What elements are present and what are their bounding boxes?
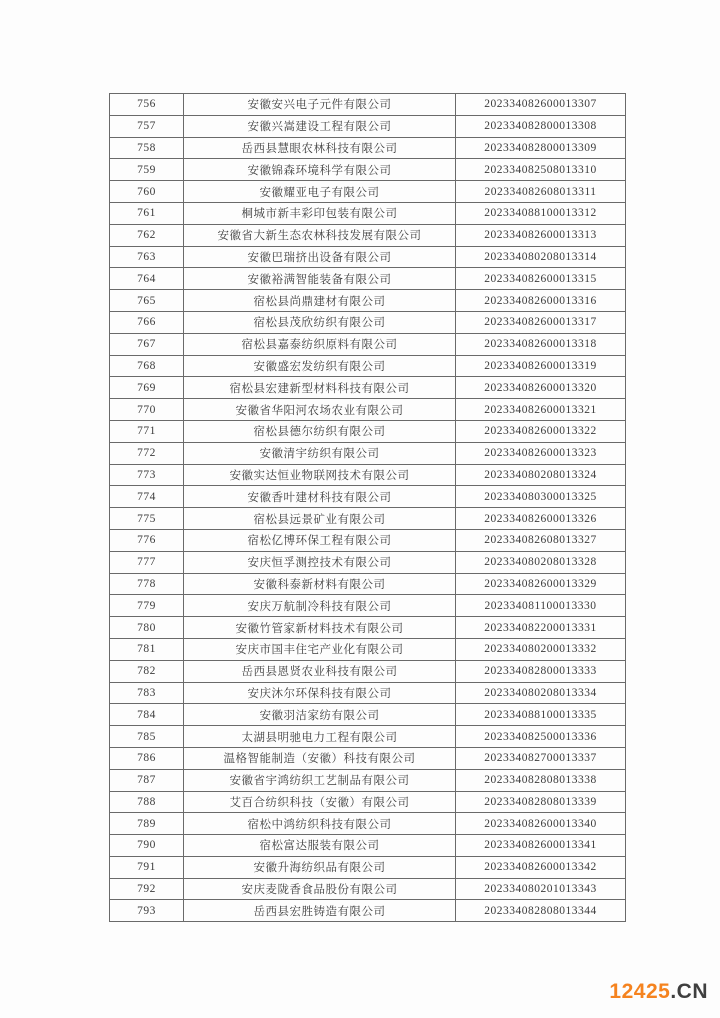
table-row bbox=[110, 399, 626, 421]
table-row bbox=[110, 290, 626, 312]
serial-number-cell: 777 bbox=[110, 551, 184, 573]
table-row bbox=[110, 333, 626, 355]
table-row bbox=[110, 377, 626, 399]
table-row bbox=[110, 224, 626, 246]
table-row bbox=[110, 486, 626, 508]
company-name-cell: 安徽安兴电子元件有限公司 bbox=[184, 94, 456, 116]
serial-number-cell: 772 bbox=[110, 442, 184, 464]
table-row bbox=[110, 856, 626, 878]
serial-number-cell: 778 bbox=[110, 573, 184, 595]
company-name-cell: 安徽耀亚电子有限公司 bbox=[184, 181, 456, 203]
company-name-cell: 安徽盛宏发纺织有限公司 bbox=[184, 355, 456, 377]
serial-number-cell: 770 bbox=[110, 399, 184, 421]
table-row bbox=[110, 442, 626, 464]
registration-code-cell: 202334081100013330 bbox=[456, 595, 626, 617]
table-row bbox=[110, 726, 626, 748]
company-name-cell: 安徽省大新生态农林科技发展有限公司 bbox=[184, 224, 456, 246]
serial-number-cell: 793 bbox=[110, 900, 184, 922]
company-name-cell: 安徽清宇纺织有限公司 bbox=[184, 442, 456, 464]
registration-code-cell: 202334082600013307 bbox=[456, 94, 626, 116]
registration-code-cell: 202334082600013321 bbox=[456, 399, 626, 421]
table-row bbox=[110, 355, 626, 377]
registration-code-cell: 202334082600013318 bbox=[456, 333, 626, 355]
company-name-cell: 艾百合纺织科技（安徽）有限公司 bbox=[184, 791, 456, 813]
registration-code-cell: 202334082600013340 bbox=[456, 813, 626, 835]
company-name-cell: 宿松县宏建新型材料科技有限公司 bbox=[184, 377, 456, 399]
table-row bbox=[110, 638, 626, 660]
company-registration-table bbox=[109, 93, 626, 922]
serial-number-cell: 780 bbox=[110, 617, 184, 639]
company-name-cell: 安庆市国丰住宅产业化有限公司 bbox=[184, 638, 456, 660]
company-name-cell: 宿松亿博环保工程有限公司 bbox=[184, 529, 456, 551]
table-row bbox=[110, 900, 626, 922]
registration-code-cell: 202334082600013313 bbox=[456, 224, 626, 246]
site-watermark-logo bbox=[609, 980, 708, 1004]
table-row bbox=[110, 115, 626, 137]
company-name-cell: 宿松县嘉泰纺织原料有限公司 bbox=[184, 333, 456, 355]
registration-code-cell: 202334082600013316 bbox=[456, 290, 626, 312]
company-name-cell: 安徽兴嵩建设工程有限公司 bbox=[184, 115, 456, 137]
company-name-cell: 安徽裕满智能装备有限公司 bbox=[184, 268, 456, 290]
serial-number-cell: 758 bbox=[110, 137, 184, 159]
registration-code-cell: 202334082800013333 bbox=[456, 660, 626, 682]
company-name-cell: 宿松县远景矿业有限公司 bbox=[184, 508, 456, 530]
registration-code-cell: 202334082600013315 bbox=[456, 268, 626, 290]
serial-number-cell: 764 bbox=[110, 268, 184, 290]
serial-number-cell: 768 bbox=[110, 355, 184, 377]
registration-code-cell: 202334080208013324 bbox=[456, 464, 626, 486]
table-row bbox=[110, 791, 626, 813]
serial-number-cell: 765 bbox=[110, 290, 184, 312]
serial-number-cell: 756 bbox=[110, 94, 184, 116]
registration-code-cell: 202334082600013317 bbox=[456, 311, 626, 333]
serial-number-cell: 773 bbox=[110, 464, 184, 486]
table-row bbox=[110, 704, 626, 726]
company-name-cell: 宿松中鸿纺织科技有限公司 bbox=[184, 813, 456, 835]
table-row bbox=[110, 420, 626, 442]
serial-number-cell: 762 bbox=[110, 224, 184, 246]
table-row bbox=[110, 617, 626, 639]
serial-number-cell: 792 bbox=[110, 878, 184, 900]
registration-code-cell: 202334082500013336 bbox=[456, 726, 626, 748]
serial-number-cell: 761 bbox=[110, 202, 184, 224]
company-name-cell: 岳西县恩贤农业科技有限公司 bbox=[184, 660, 456, 682]
table-row bbox=[110, 137, 626, 159]
logo-domain-suffix: .CN bbox=[670, 980, 708, 1003]
table-row bbox=[110, 464, 626, 486]
table-row bbox=[110, 682, 626, 704]
registration-code-cell: 202334082808013338 bbox=[456, 769, 626, 791]
table-row bbox=[110, 268, 626, 290]
registration-code-cell: 202334082600013322 bbox=[456, 420, 626, 442]
company-name-cell: 安徽省宇鸿纺织工艺制品有限公司 bbox=[184, 769, 456, 791]
company-name-cell: 宿松县德尔纺织有限公司 bbox=[184, 420, 456, 442]
serial-number-cell: 786 bbox=[110, 747, 184, 769]
registration-code-cell: 202334082608013327 bbox=[456, 529, 626, 551]
table-row bbox=[110, 747, 626, 769]
table-row bbox=[110, 508, 626, 530]
serial-number-cell: 787 bbox=[110, 769, 184, 791]
serial-number-cell: 779 bbox=[110, 595, 184, 617]
company-name-cell: 岳西县宏胜铸造有限公司 bbox=[184, 900, 456, 922]
serial-number-cell: 788 bbox=[110, 791, 184, 813]
table-row bbox=[110, 813, 626, 835]
table-row bbox=[110, 529, 626, 551]
serial-number-cell: 790 bbox=[110, 835, 184, 857]
serial-number-cell: 760 bbox=[110, 181, 184, 203]
registration-code-cell: 202334082800013308 bbox=[456, 115, 626, 137]
table-row bbox=[110, 878, 626, 900]
company-name-cell: 安徽省华阳河农场农业有限公司 bbox=[184, 399, 456, 421]
table-row bbox=[110, 769, 626, 791]
company-name-cell: 温格智能制造（安徽）科技有限公司 bbox=[184, 747, 456, 769]
serial-number-cell: 771 bbox=[110, 420, 184, 442]
company-name-cell: 宿松县尚鼎建材有限公司 bbox=[184, 290, 456, 312]
table-row bbox=[110, 551, 626, 573]
serial-number-cell: 789 bbox=[110, 813, 184, 835]
registration-code-cell: 202334080208013314 bbox=[456, 246, 626, 268]
company-name-cell: 安庆恒孚测控技术有限公司 bbox=[184, 551, 456, 573]
registration-code-cell: 202334082608013311 bbox=[456, 181, 626, 203]
serial-number-cell: 784 bbox=[110, 704, 184, 726]
registration-code-cell: 202334080208013334 bbox=[456, 682, 626, 704]
serial-number-cell: 776 bbox=[110, 529, 184, 551]
serial-number-cell: 782 bbox=[110, 660, 184, 682]
registration-code-cell: 202334082600013329 bbox=[456, 573, 626, 595]
registration-code-cell: 202334080208013328 bbox=[456, 551, 626, 573]
registration-code-cell: 202334080200013332 bbox=[456, 638, 626, 660]
registration-code-cell: 202334088100013312 bbox=[456, 202, 626, 224]
serial-number-cell: 775 bbox=[110, 508, 184, 530]
registration-code-cell: 202334082700013337 bbox=[456, 747, 626, 769]
registration-code-cell: 202334082600013320 bbox=[456, 377, 626, 399]
serial-number-cell: 781 bbox=[110, 638, 184, 660]
serial-number-cell: 767 bbox=[110, 333, 184, 355]
serial-number-cell: 757 bbox=[110, 115, 184, 137]
company-name-cell: 安徽巴瑞挤出设备有限公司 bbox=[184, 246, 456, 268]
company-name-cell: 安庆万航制冷科技有限公司 bbox=[184, 595, 456, 617]
serial-number-cell: 791 bbox=[110, 856, 184, 878]
table-row bbox=[110, 573, 626, 595]
registration-code-cell: 202334082200013331 bbox=[456, 617, 626, 639]
serial-number-cell: 769 bbox=[110, 377, 184, 399]
company-name-cell: 太湖县明驰电力工程有限公司 bbox=[184, 726, 456, 748]
table-row bbox=[110, 94, 626, 116]
table-body bbox=[110, 94, 626, 922]
serial-number-cell: 783 bbox=[110, 682, 184, 704]
table-row bbox=[110, 660, 626, 682]
registration-code-cell: 202334080300013325 bbox=[456, 486, 626, 508]
registration-code-cell: 202334088100013335 bbox=[456, 704, 626, 726]
serial-number-cell: 766 bbox=[110, 311, 184, 333]
table-row bbox=[110, 159, 626, 181]
company-name-cell: 安徽科泰新材料有限公司 bbox=[184, 573, 456, 595]
registration-code-cell: 202334082808013339 bbox=[456, 791, 626, 813]
registration-code-cell: 202334082600013319 bbox=[456, 355, 626, 377]
table-row bbox=[110, 595, 626, 617]
registration-code-cell: 202334082600013342 bbox=[456, 856, 626, 878]
company-name-cell: 安徽香叶建材科技有限公司 bbox=[184, 486, 456, 508]
company-name-cell: 宿松富达服装有限公司 bbox=[184, 835, 456, 857]
registration-code-cell: 202334082808013344 bbox=[456, 900, 626, 922]
table-row bbox=[110, 246, 626, 268]
registration-code-cell: 202334082600013326 bbox=[456, 508, 626, 530]
company-name-cell: 岳西县慧眼农林科技有限公司 bbox=[184, 137, 456, 159]
company-name-cell: 安徽升海纺织品有限公司 bbox=[184, 856, 456, 878]
company-name-cell: 安庆麦陇香食品股份有限公司 bbox=[184, 878, 456, 900]
registration-code-cell: 202334082600013341 bbox=[456, 835, 626, 857]
serial-number-cell: 774 bbox=[110, 486, 184, 508]
registration-code-cell: 202334082800013309 bbox=[456, 137, 626, 159]
registration-code-cell: 202334082508013310 bbox=[456, 159, 626, 181]
registration-code-cell: 202334082600013323 bbox=[456, 442, 626, 464]
company-name-cell: 桐城市新丰彩印包装有限公司 bbox=[184, 202, 456, 224]
serial-number-cell: 759 bbox=[110, 159, 184, 181]
company-name-cell: 安徽羽洁家纺有限公司 bbox=[184, 704, 456, 726]
registration-code-cell: 202334080201013343 bbox=[456, 878, 626, 900]
company-name-cell: 安徽竹管家新材料技术有限公司 bbox=[184, 617, 456, 639]
company-name-cell: 安徽锦森环境科学有限公司 bbox=[184, 159, 456, 181]
table-row bbox=[110, 835, 626, 857]
company-name-cell: 宿松县茂欣纺织有限公司 bbox=[184, 311, 456, 333]
logo-number-text: 12425 bbox=[609, 980, 671, 1003]
serial-number-cell: 785 bbox=[110, 726, 184, 748]
table-row bbox=[110, 311, 626, 333]
company-name-cell: 安徽实达恒业物联网技术有限公司 bbox=[184, 464, 456, 486]
serial-number-cell: 763 bbox=[110, 246, 184, 268]
table-row bbox=[110, 181, 626, 203]
company-name-cell: 安庆沐尔环保科技有限公司 bbox=[184, 682, 456, 704]
table-row bbox=[110, 202, 626, 224]
